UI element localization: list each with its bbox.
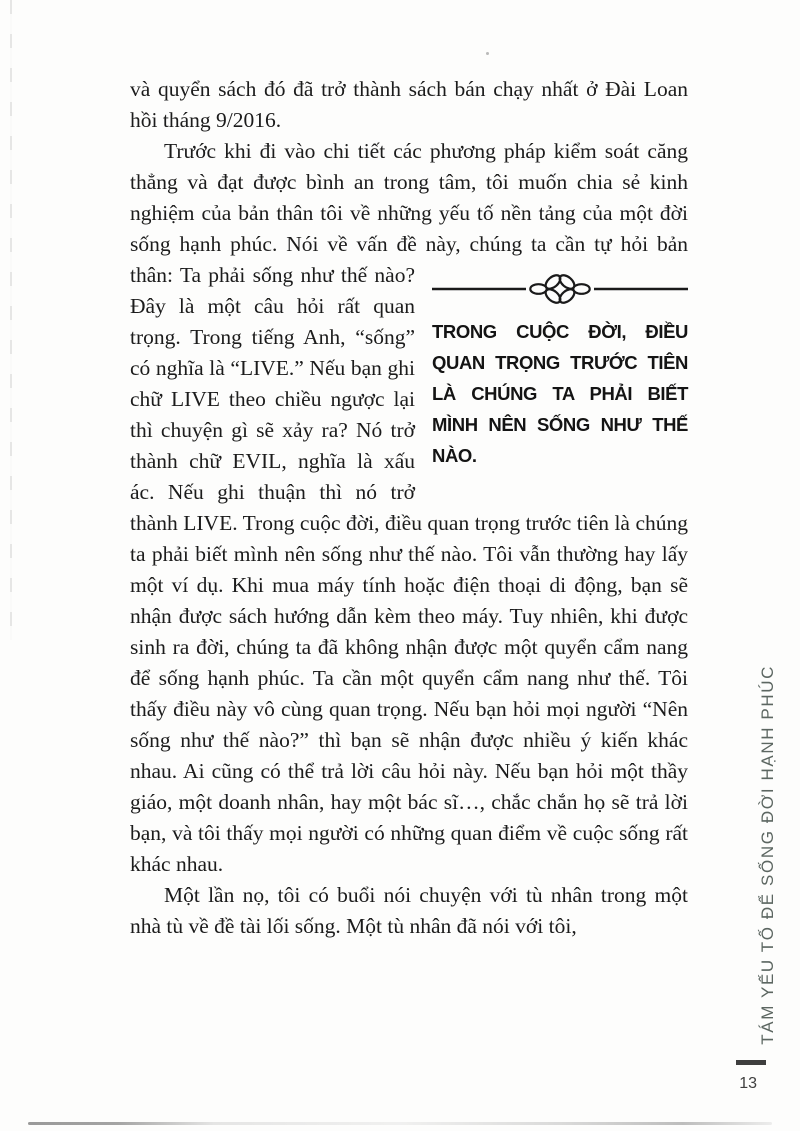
- scan-edge-bottom: [28, 1122, 772, 1125]
- page-number-bar: [736, 1060, 766, 1065]
- paragraph-text: bản thân: Ta phải sống như thế nào? Đây là một câu hỏi rất quan trọng. Trong tiếng Anh, “sống” có nghĩa là “LIVE.” Nếu bạn ghi chữ LIVE theo chiều ngược lại thì chuyện gì sẽ xảy ra? Nó trở thành chữ EVIL, nghĩa là xấu ác. Nếu ghi thuận thì nó trở thành LIVE. Trong cuộc đời, điều quan trọng trước tiên là chúng ta phải biết mình nên sống như thế nào. Tôi vẫn thường hay lấy một ví dụ. Khi mua máy tính hoặc điện thoại di động, bạn sẽ nhận được sách hướng dẫn kèm theo máy. Tuy nhiên, khi được sinh ra đời, chúng ta đã không nhận được một quyển cẩm nang để sống hạnh phúc. Ta cần một quyển cẩm nang như thế. Tôi thấy điều này vô cùng quan trọng. Nếu bạn hỏi mọi người “Nên sống như thế nào?” thì bạn sẽ nhận được nhiều ý kiến khác nhau. Ai cũng có thể trả lời câu hỏi này. Nếu bạn hỏi một thầy giáo, một doanh nhân, hay một bác sĩ…, chắc chắn họ sẽ trả lời bạn, và tôi thấy mọi người có những quan điểm về cuộc sống rất khác nhau.: [130, 232, 688, 876]
- running-title-vertical: TÁM YẾU TỐ ĐỂ SỐNG ĐỜI HẠNH PHÚC: [758, 665, 777, 1045]
- endless-knot-icon: [432, 268, 688, 310]
- paragraph-main: [130, 136, 688, 880]
- paragraph-continuation: [130, 74, 688, 136]
- pull-quote-box: [432, 268, 688, 471]
- body-text: [130, 74, 688, 942]
- paragraph-prison-story: [130, 880, 688, 942]
- pull-quote-text: TRONG CUỘC ĐỜI, ĐIỀU QUAN TRỌNG TRƯỚC TIÊN LÀ CHÚNG TA PHẢI BIẾT MÌNH NÊN SỐNG NHƯ THẾ NÀO.: [432, 321, 688, 466]
- scan-edge-left: [10, 0, 12, 640]
- paragraph-text: và quyển sách đó đã trở thành sách bán chạy nhất ở Đài Loan hồi tháng 9/2016.: [130, 77, 688, 132]
- paragraph-text: Một lần nọ, tôi có buổi nói chuyện với tù nhân trong một nhà tù về đề tài lối sống. Một tù nhân đã nói với tôi,: [130, 883, 688, 938]
- page-number: 13: [739, 1075, 757, 1092]
- paragraph-text: Trước khi đi vào chi tiết các phương pháp kiểm soát căng thẳng và đạt được bình an trong tâm, tôi muốn chia sẻ kinh nghiệm của bản thân tôi về những yếu tố nền tảng của một đời sống hạnh phúc. Nói về vấn đề này, chúng ta cần tự hỏi: [130, 139, 688, 256]
- scan-speck: [486, 52, 489, 55]
